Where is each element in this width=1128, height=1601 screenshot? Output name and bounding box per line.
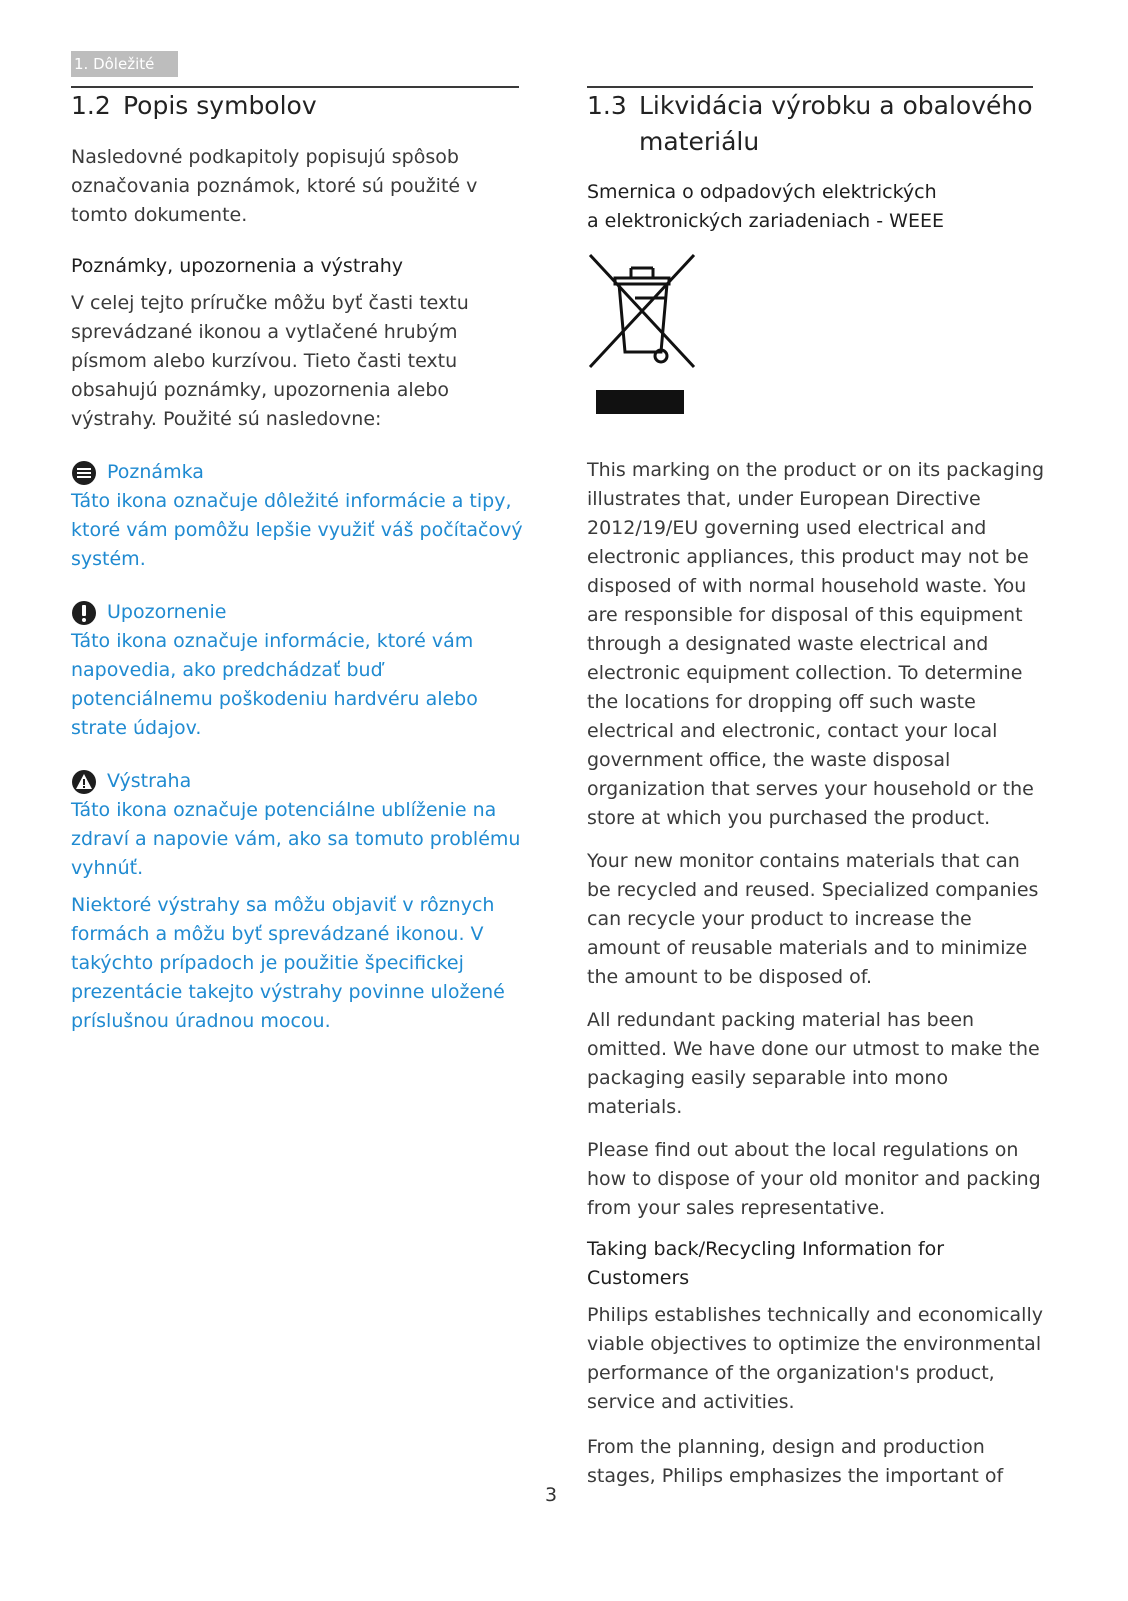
- warning-heading: Výstraha: [71, 767, 526, 796]
- warning-icon: [71, 769, 97, 795]
- page-number: 3: [545, 1484, 558, 1506]
- section-heading-1-2: 1.2 Popis symbolov: [71, 91, 317, 120]
- weee-subheading: Smernica o odpadových elektrických a elektronických zariadeniach - WEEE: [587, 181, 944, 232]
- notes-subheading: Poznámky, upozornenia a výstrahy: [71, 255, 404, 277]
- recycling-paragraph-2: From the planning, design and production stages, Philips emphasizes the important of: [587, 1436, 1004, 1487]
- chapter-tab: 1. Dôležité: [71, 51, 178, 77]
- weee-paragraph-2: Your new monitor contains materials that can be recycled and reused. Specialized companies can recycle your product to increase the amount of reusable materials and to minimize the amount to be disposed of.: [587, 850, 1039, 988]
- weee-paragraph-1: This marking on the product or on its packaging illustrates that, under European Directive 2012/19/EU governing used electrical and electronic appliances, this product may not be disposed of with normal household waste. You are responsible for disposal of this equipment through a designated waste electrical and electronic equipment collection. To determine the locations for dropping off such waste electrical and electronic, contact your local government office, the waste disposal organization that serves your household or the store at which you purchased the product.: [587, 459, 1045, 829]
- right-column: [587, 88, 1047, 1491]
- note-heading: Poznámka: [71, 458, 526, 487]
- weee-paragraph-3: All redundant packing material has been omitted. We have done our utmost to make the packaging easily separable into mono materials.: [587, 1009, 1040, 1118]
- caution-icon: [71, 600, 97, 626]
- notes-body: V celej tejto príručke môžu byť časti textu sprevádzané ikonou a vytlačené hrubým písmom alebo kurzívou. Tieto časti textu obsahujú poznámky, upozornenia alebo výstrahy. Použité sú nasledovne:: [71, 292, 469, 430]
- crossed-out-wheelie-bin-icon: [587, 252, 707, 432]
- warning-text: Táto ikona označuje potenciálne ublíženie na zdraví a napovie vám, ako sa tomuto problému vyhnúť.: [71, 799, 521, 879]
- section-heading-1-3: 1.3 Likvidácia výrobku a obalového materiálu: [587, 91, 1033, 156]
- weee-paragraph-4: Please find out about the local regulations on how to dispose of your old monitor and packing from your sales representative.: [587, 1139, 1041, 1219]
- left-column: [71, 88, 526, 1036]
- note-text: Táto ikona označuje dôležité informácie a tipy, ktoré vám pomôžu lepšie využiť váš počítačový systém.: [71, 490, 523, 570]
- warning-extra-text: Niektoré výstrahy sa môžu objaviť v rôznych formách a môžu byť sprevádzané ikonou. V takýchto prípadoch je použitie špecifickej prezentácie takejto výstrahy povinne uložené príslušnou úradnou mocou.: [71, 894, 505, 1032]
- weee-black-bar: [596, 390, 684, 414]
- recycling-paragraph-1: Philips establishes technically and economically viable objectives to optimize the environmental performance of the organization's product, service and activities.: [587, 1304, 1043, 1413]
- note-icon: [71, 460, 97, 486]
- caution-text: Táto ikona označuje informácie, ktoré vám napovedia, ako predchádzať buď potenciálnemu poškodeniu hardvéru alebo strate údajov.: [71, 630, 478, 739]
- recycling-subheading: Taking back/Recycling Information for Customers: [587, 1238, 945, 1289]
- caution-heading: Upozornenie: [71, 598, 526, 627]
- intro-paragraph: Nasledovné podkapitoly popisujú spôsob označovania poznámok, ktoré sú použité v tomto dokumente.: [71, 146, 478, 226]
